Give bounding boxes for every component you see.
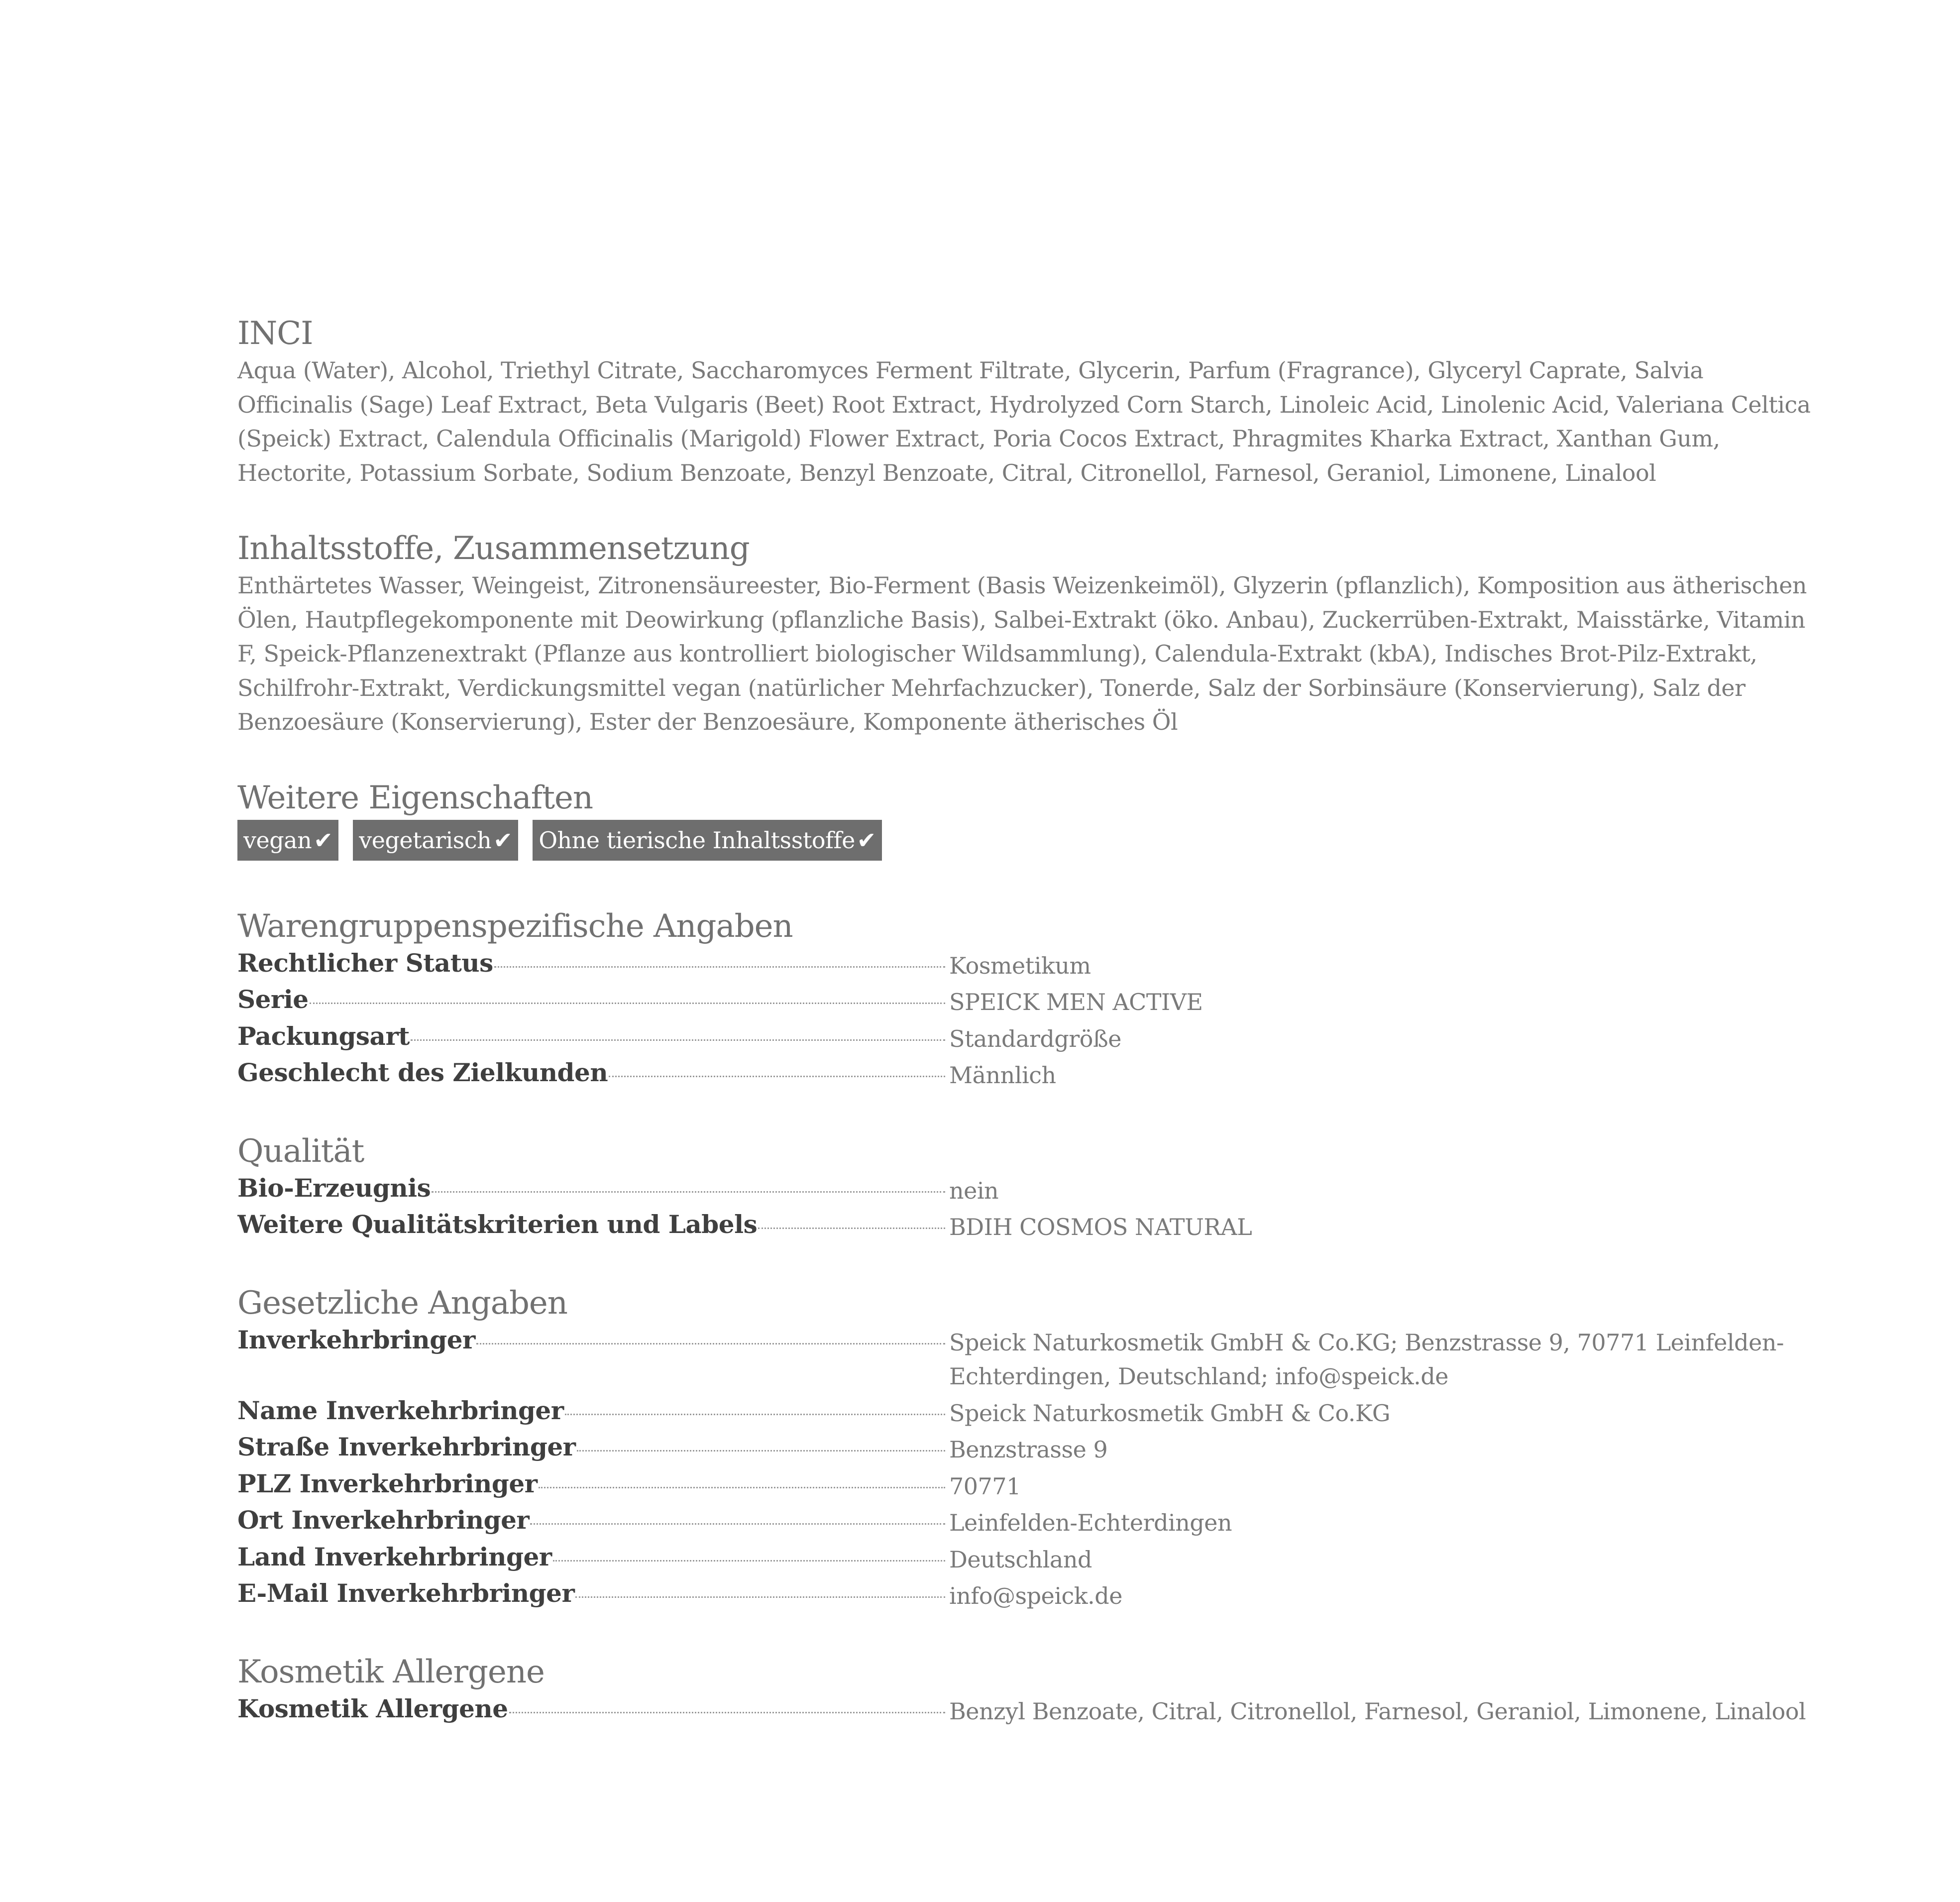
dot-leader <box>565 1414 945 1415</box>
product-details <box>237 314 1820 1783</box>
legal-section <box>237 1283 1820 1613</box>
spec-label: Weitere Qualitätskriterien und Labels <box>237 1210 758 1239</box>
dot-leader <box>539 1487 945 1488</box>
spec-value: info@speick.de <box>949 1582 1122 1609</box>
spec-label: Serie <box>237 985 309 1014</box>
quality-title: Qualität <box>237 1132 364 1170</box>
spec-row <box>237 1208 1820 1244</box>
spec-value: Deutschland <box>949 1546 1092 1573</box>
spec-label: Bio-Erzeugnis <box>237 1173 431 1203</box>
property-badge <box>533 820 882 861</box>
dot-leader <box>310 1003 945 1004</box>
spec-label: Packungsart <box>237 1021 410 1051</box>
properties-section <box>237 778 1820 861</box>
badge-label: Ohne tierische Inhaltsstoffe <box>539 826 855 854</box>
spec-label: Rechtlicher Status <box>237 948 493 978</box>
spec-row <box>237 1692 1820 1744</box>
spec-value: Kosmetikum <box>949 952 1091 979</box>
dot-leader <box>476 1343 945 1344</box>
spec-row <box>237 1394 1820 1431</box>
spec-label: Kosmetik Allergene <box>237 1693 508 1723</box>
dot-leader <box>758 1228 945 1229</box>
spec-row <box>237 1540 1820 1577</box>
badge-label: vegan <box>243 826 312 854</box>
spec-label: Name Inverkehrbringer <box>237 1395 564 1425</box>
checkmark-icon: ✔ <box>314 826 333 854</box>
dot-leader <box>411 1039 945 1041</box>
spec-label: Ort Inverkehrbringer <box>237 1505 530 1535</box>
dot-leader <box>609 1076 945 1077</box>
spec-value: Speick Naturkosmetik GmbH & Co.KG <box>949 1399 1391 1427</box>
dot-leader <box>432 1191 945 1193</box>
allergens-title: Kosmetik Allergene <box>237 1653 544 1690</box>
spec-row <box>237 983 1820 1019</box>
dot-leader <box>575 1596 945 1598</box>
spec-row <box>237 1430 1820 1467</box>
ingredients-text: Enthärtetes Wasser, Weingeist, Zitronensäureester, Bio-Ferment (Basis Weizenkeimöl), Glyzerin (pflanzlich), Komposition aus ätherischen Ölen, Hautpflegekomponente mit Deowirkung (pflanzliche Basis), Salbei-Extrakt (öko. Anbau), Zuckerrüben-Extrakt, Maisstärke, Vitamin F, Speick-Pflanzenextrakt (Pflanze aus kontrolliert biologischer Wildsammlung), Calendula-Extrakt (kbA), Indisches Brot-Pilz-Extrakt, Schilfrohr-Extrakt, Verdickungsmittel vegan (natürlicher Mehrfachzucker), Tonerde, Salz der Sorbinsäure (Konservierung), Salz der Benzoesäure (Konservierung), Ester der Benzoesäure, Komponente ätherisches Öl <box>237 572 1807 735</box>
quality-section <box>237 1131 1820 1244</box>
property-badge <box>237 820 338 861</box>
spec-label: Land Inverkehrbringer <box>237 1542 552 1571</box>
spec-value: Männlich <box>949 1062 1056 1089</box>
spec-label: Straße Inverkehrbringer <box>237 1432 576 1461</box>
spec-value: 70771 <box>949 1472 1021 1500</box>
dot-leader <box>509 1712 945 1713</box>
properties-title: Weitere Eigenschaften <box>237 779 593 816</box>
product-group-title: Warengruppenspezifische Angaben <box>237 907 793 945</box>
spec-value: nein <box>949 1177 999 1204</box>
property-badge <box>353 820 518 861</box>
badge-label: vegetarisch <box>359 826 492 854</box>
property-badges <box>237 820 1820 861</box>
spec-value: Leinfelden-Echterdingen <box>949 1509 1232 1536</box>
checkmark-icon: ✔ <box>857 826 876 854</box>
product-group-section <box>237 906 1820 1093</box>
spec-label: Geschlecht des Zielkunden <box>237 1058 608 1087</box>
spec-row <box>237 1056 1820 1093</box>
dot-leader <box>494 966 945 968</box>
checkmark-icon: ✔ <box>493 826 513 854</box>
spec-row <box>237 1323 1820 1394</box>
spec-value: Benzstrasse 9 <box>949 1436 1108 1463</box>
spec-value: BDIH COSMOS NATURAL <box>949 1214 1252 1240</box>
spec-value: Standardgröße <box>949 1025 1121 1052</box>
spec-label: E-Mail Inverkehrbringer <box>237 1578 575 1608</box>
legal-title: Gesetzliche Angaben <box>237 1284 567 1322</box>
spec-row <box>237 1019 1820 1056</box>
spec-row <box>237 1467 1820 1504</box>
allergens-section <box>237 1652 1820 1744</box>
spec-value: Benzyl Benzoate, Citral, Citronellol, Farnesol, Geraniol, Limonene, Linalool <box>949 1697 1806 1725</box>
spec-label: PLZ Inverkehrbringer <box>237 1468 538 1498</box>
spec-row <box>237 946 1820 983</box>
inci-section <box>237 314 1820 490</box>
spec-row <box>237 1503 1820 1540</box>
spec-value: Speick Naturkosmetik GmbH & Co.KG; Benzstrasse 9, 70771 Leinfelden-Echterdingen, Deutschland; info@speick.de <box>949 1329 1784 1390</box>
dot-leader <box>577 1450 945 1452</box>
inci-title: INCI <box>237 315 313 352</box>
dot-leader <box>530 1523 945 1525</box>
spec-row <box>237 1576 1820 1613</box>
spec-label: Inverkehrbringer <box>237 1325 475 1354</box>
ingredients-title: Inhaltsstoffe, Zusammensetzung <box>237 530 750 567</box>
inci-text: Aqua (Water), Alcohol, Triethyl Citrate, Saccharomyces Ferment Filtrate, Glycerin, Parfum (Fragrance), Glyceryl Caprate, Salvia Officinalis (Sage) Leaf Extract, Beta Vulgaris (Beet) Root Extract, Hydrolyzed Corn Starch, Linoleic Acid, Linolenic Acid, Valeriana Celtica (Speick) Extract, Calendula Officinalis (Marigold) Flower Extract, Poria Cocos Extract, Phragmites Kharka Extract, Xanthan Gum, Hectorite, Potassium Sorbate, Sodium Benzoate, Benzyl Benzoate, Citral, Citronellol, Farnesol, Geraniol, Limonene, Linalool <box>237 357 1811 486</box>
dot-leader <box>553 1560 945 1562</box>
spec-row <box>237 1171 1820 1208</box>
spec-value: SPEICK MEN ACTIVE <box>949 989 1203 1015</box>
ingredients-section <box>237 529 1820 739</box>
